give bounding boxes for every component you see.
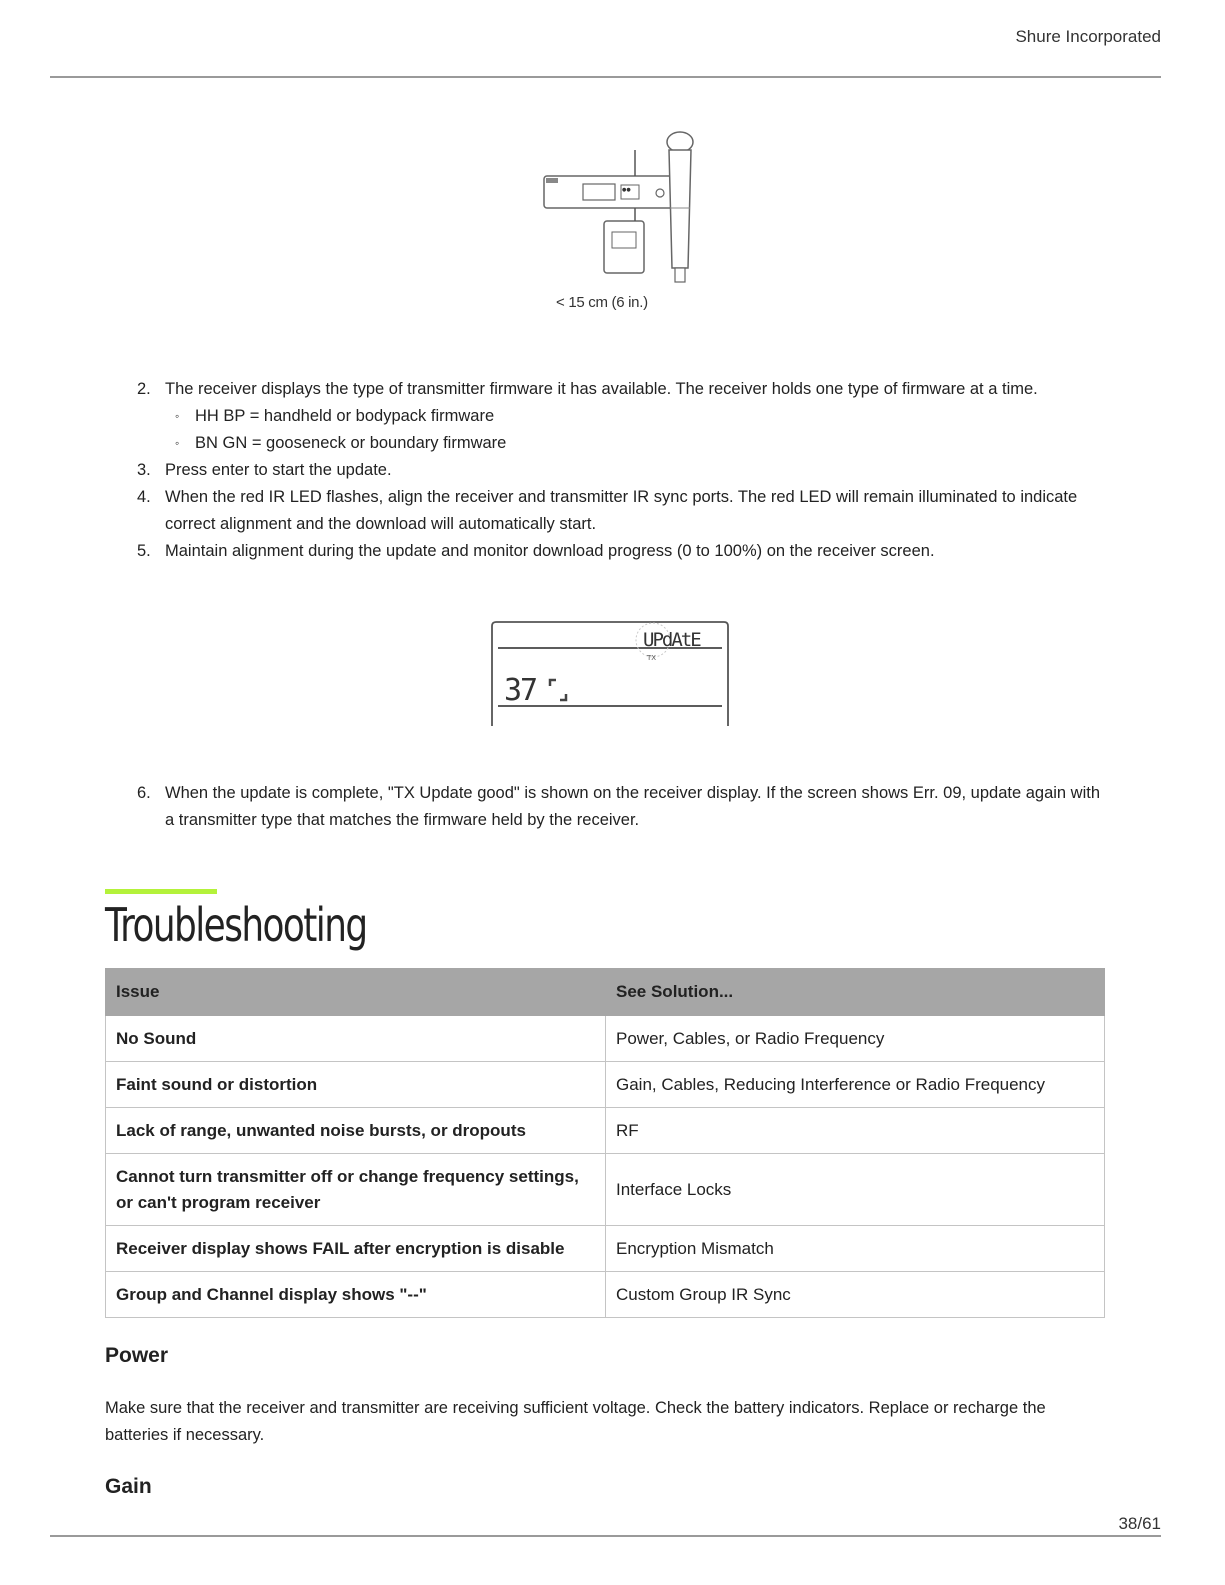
step-text: The receiver displays the type of transmitter firmware it has available. The receiver holds one type of firmware at a time. [165,380,1038,398]
table-row [106,1272,1105,1318]
section-accent-bar [105,889,217,894]
table-row [106,1226,1105,1272]
bullet-icon: ◦ [175,409,180,423]
table-row [106,1062,1105,1108]
issue-cell: Lack of range, unwanted noise bursts, or dropouts [106,1108,606,1154]
solution-cell: Interface Locks [606,1154,1105,1226]
solution-cell: Encryption Mismatch [606,1226,1105,1272]
step-number: 2. [137,380,151,398]
issue-cell: Faint sound or distortion [106,1062,606,1108]
display-progress-value: 37 [504,673,537,708]
table-row [106,1108,1105,1154]
step-text: Maintain alignment during the update and monitor download progress (0 to 100%) on the receiver screen. [165,542,935,560]
update-complete-list [110,780,1110,834]
troubleshooting-table [105,968,1105,1318]
solution-cell: Power, Cables, or Radio Frequency [606,1016,1105,1062]
issue-cell: Receiver display shows FAIL after encryption is disable [106,1226,606,1272]
gain-heading: Gain [105,1475,152,1498]
solution-cell: RF [606,1108,1105,1154]
step-text: Press enter to start the update. [165,461,392,479]
table-row [106,1016,1105,1062]
update-steps-list [110,376,1110,565]
list-item [165,403,1110,430]
list-item [110,538,1110,565]
bullet-text: BN GN = gooseneck or boundary firmware [195,434,507,452]
column-header-issue: Issue [106,969,606,1016]
step-number: 4. [137,488,151,506]
header-company: Shure Incorporated [1015,27,1161,46]
step-number: 5. [137,542,151,560]
step-number: 6. [137,784,151,802]
firmware-types-list [165,403,1110,457]
table-row [106,1154,1105,1226]
list-item [110,780,1110,834]
figure-caption: < 15 cm (6 in.) [556,294,648,311]
step-text: When the red IR LED flashes, align the receiver and transmitter IR sync ports. The red LED will remain illuminated to indicate correct alignment and the download will automatically start. [165,488,1078,533]
list-item [110,457,1110,484]
footer-divider [50,1535,1161,1537]
power-heading: Power [105,1344,169,1367]
ir-sync-diagram [530,128,710,323]
step-text: When the update is complete, "TX Update good" is shown on the receiver display. If the screen shows Err. 09, update again with a transmitter type that matches the firmware held by the receiver. [165,784,1101,829]
receiver-display-diagram [490,620,730,728]
solution-cell: Gain, Cables, Reducing Interference or Radio Frequency [606,1062,1105,1108]
solution-cell: Custom Group IR Sync [606,1272,1105,1318]
power-text: Make sure that the receiver and transmitter are receiving sufficient voltage. Check the battery indicators. Replace or recharge the batteries if necessary. [105,1399,1046,1444]
issue-cell: Cannot turn transmitter off or change frequency settings, or can't program receiver [106,1154,606,1226]
issue-cell: Group and Channel display shows "--" [106,1272,606,1318]
column-header-solution: See Solution... [606,969,1105,1016]
list-item [110,484,1110,538]
section-title: Troubleshooting [105,898,367,952]
bullet-icon: ◦ [175,436,180,450]
bullet-text: HH BP = handheld or bodypack firmware [195,407,495,425]
page-number: 38/61 [1118,1514,1161,1533]
step-number: 3. [137,461,151,479]
issue-cell: No Sound [106,1016,606,1062]
table-header-row [106,969,1105,1016]
list-item [165,430,1110,457]
list-item [110,376,1110,457]
header-divider [50,76,1161,78]
display-mode-text: UPdAtE [643,629,700,651]
display-sub-text: TX [647,654,657,662]
svg-text:●●: ●● [622,187,631,193]
